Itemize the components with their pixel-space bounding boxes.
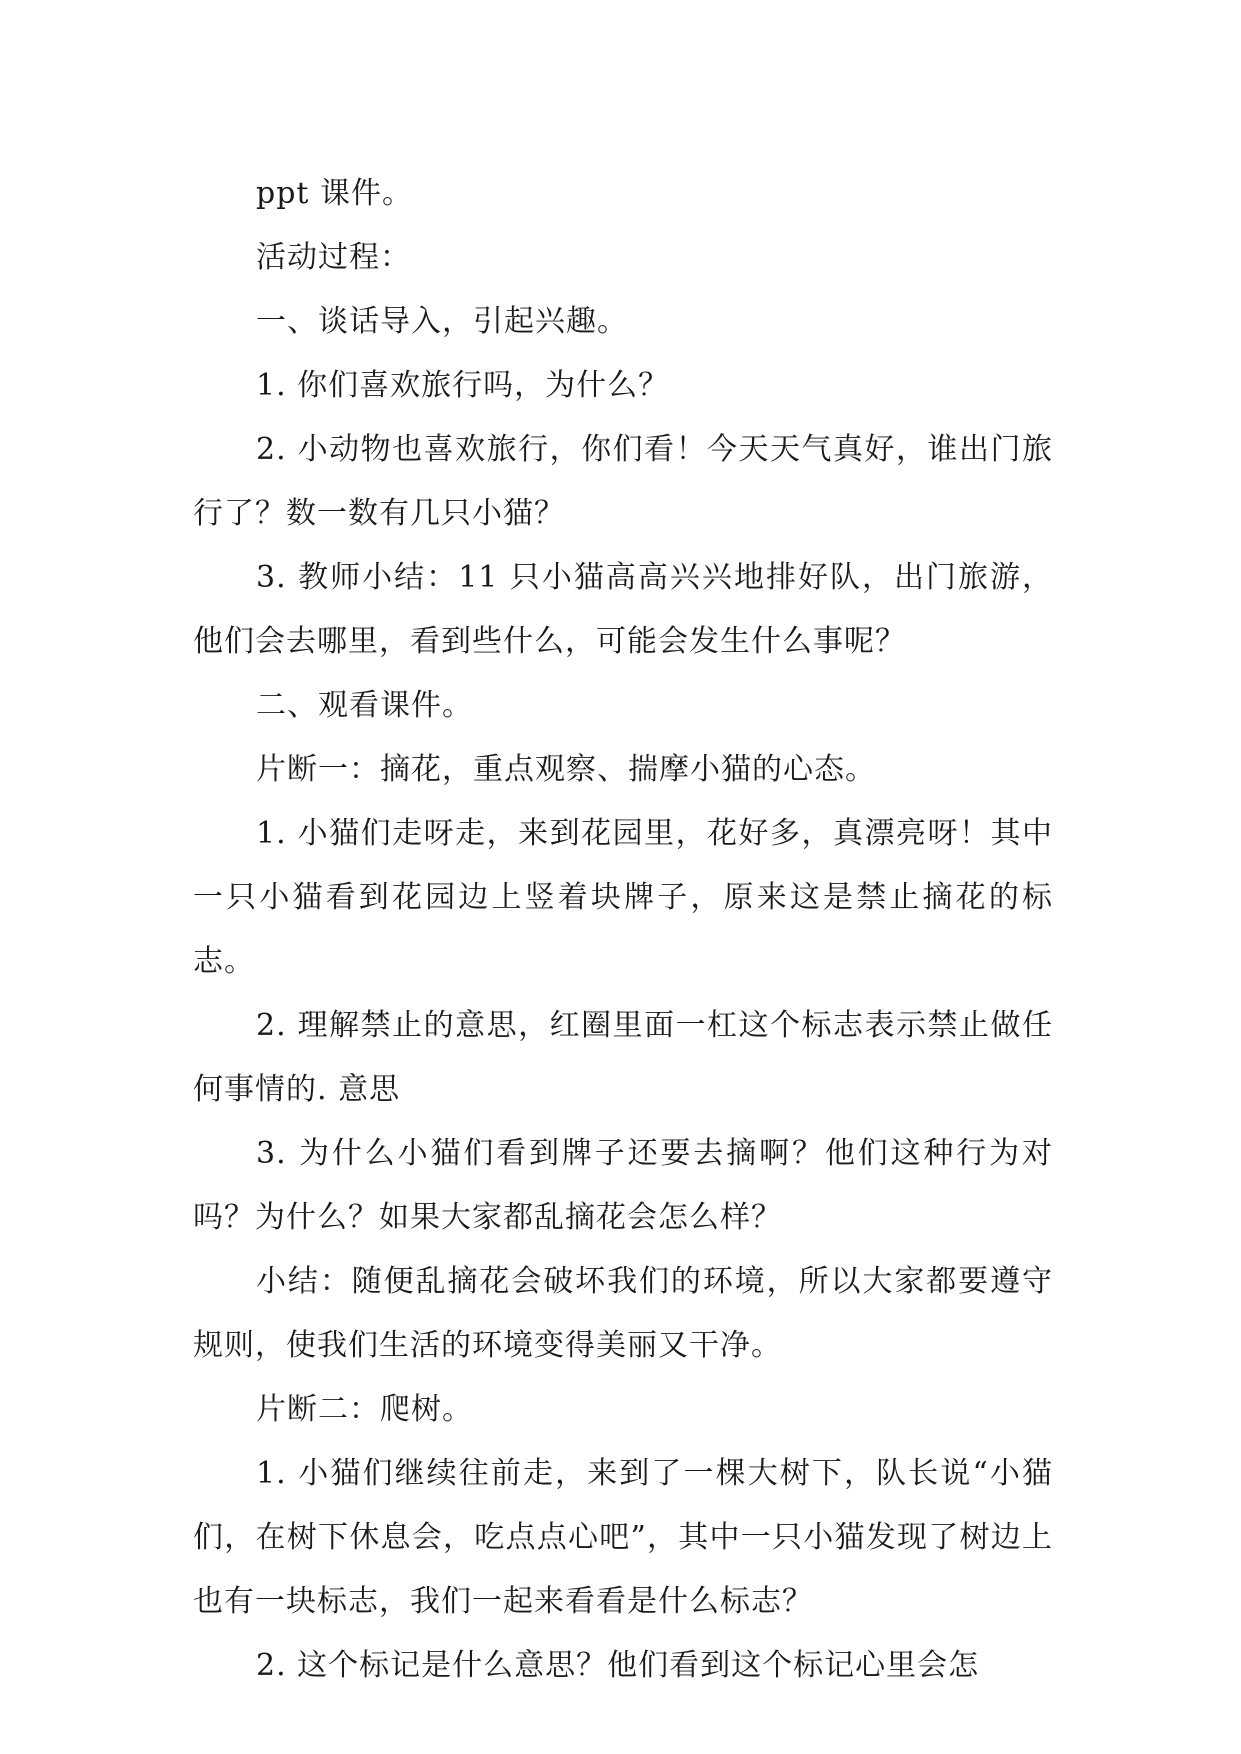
paragraph: 小结：随便乱摘花会破坏我们的环境，所以大家都要遵守规则，使我们生活的环境变得美丽又干净。 [193, 1264, 1053, 1363]
paragraph: 3. 教师小结：11 只小猫高高兴兴地排好队，出门旅游，他们会去哪里，看到些什么，可能会发生什么事呢？ [193, 560, 1053, 659]
paragraph: 2. 理解禁止的意思，红圈里面一杠这个标志表示禁止做任何事情的. 意思 [193, 1008, 1053, 1107]
paragraph: 2. 这个标记是什么意思？他们看到这个标记心里会怎 [256, 1648, 980, 1683]
paragraph: ppt 课件。 [256, 176, 413, 211]
paragraph: 片断一：摘花，重点观察、揣摩小猫的心态。 [256, 752, 876, 787]
paragraph: 2. 小动物也喜欢旅行，你们看！今天天气真好，谁出门旅行了？数一数有几只小猫？ [193, 432, 1053, 531]
section-heading: 一、谈话导入，引起兴趣。 [256, 304, 628, 339]
paragraph: 活动过程： [256, 240, 411, 275]
paragraph: 3. 为什么小猫们看到牌子还要去摘啊？他们这种行为对吗？为什么？如果大家都乱摘花会怎么样？ [193, 1136, 1053, 1235]
paragraph: 1. 小猫们走呀走，来到花园里，花好多，真漂亮呀！其中一只小猫看到花园边上竖着块牌子，原来这是禁止摘花的标志。 [193, 816, 1053, 979]
paragraph: 1. 你们喜欢旅行吗，为什么？ [256, 368, 670, 403]
paragraph: 片断二：爬树。 [256, 1392, 473, 1427]
section-heading: 二、观看课件。 [256, 688, 473, 723]
paragraph: 1. 小猫们继续往前走，来到了一棵大树下，队长说“小猫们，在树下休息会，吃点点心吧”，其中一只小猫发现了树边上也有一块标志，我们一起来看看是什么标志？ [193, 1456, 1053, 1619]
document-body [193, 162, 1053, 1698]
